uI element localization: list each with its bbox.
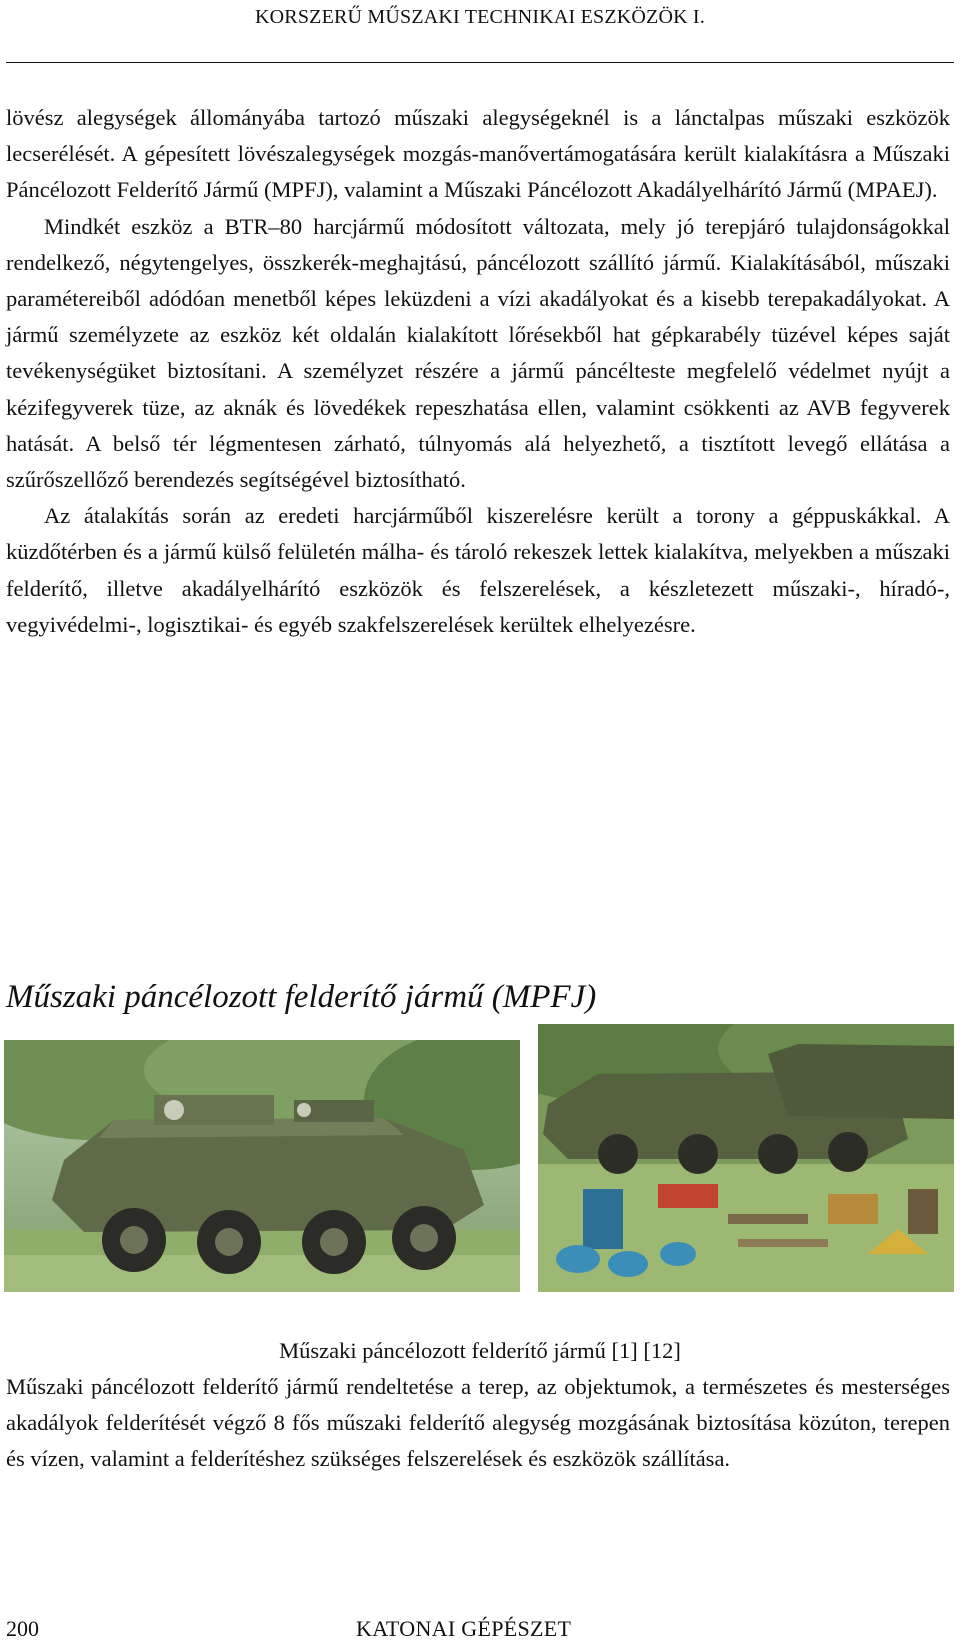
page-number: 200 [6,1616,39,1641]
figure-caption: Műszaki páncélozott felderítő jármű [1] [12] [279,1338,681,1363]
header-rule [6,62,954,63]
running-title: KORSZERŰ MŰSZAKI TECHNIKAI ESZKÖZÖK I. [255,6,705,28]
equipment-photo-right [538,1024,954,1292]
running-header [0,0,960,64]
paragraph-4: Műszaki páncélozott felderítő jármű rendeltetése a terep, az objektumok, a természetes és mesterséges akadályok felderítését végző 8 fős műszaki felderítő alegység mozgásának biztosítása közúton, terepen és vízen, valamint a felderítéshez szükséges felszerelések és eszközök szállítása. [6,1374,950,1472]
body-text [6,100,950,643]
paragraph-2: Mindkét eszköz a BTR–80 harcjármű módosított változata, mely jó terepjáró tulajdonságokkal rendelkező, négytengelyes, összkerék-meghajtású, páncélozott szállító jármű. Kialakításából, műszaki paramétereiből adódóan menetből képes leküzdeni a vízi akadályokat és a kisebb terepakadályokat. A jármű személyzete az eszköz két oldalán kialakított lőrésekből hat gépkarabély tüzével képes saját tevékenységüket biztosítani. A személyzet részére a jármű páncélteste megfelelő védelmet nyújt a kézifegyverek tüze, az aknák és lövedékek repeszhatása ellen, valamint csökkenti az AVB fegyverek hatását. A belső tér légmentesen zárható, túlnyomás alá helyezhető, a tisztított levegő ellátása a szűrőszellőző berendezés segítségével biztosítható. [6,213,950,493]
body-text-2 [6,1369,950,1478]
journal-name: KATONAI GÉPÉSZET [356,1616,572,1641]
paragraph-3: Az átalakítás során az eredeti harcjárműből kiszerelésre került a torony a géppuskákkal. A küzdőtérben és a jármű külső felületén málha- és tároló rekeszek lettek kialakítva, melyekben a műszaki felderítő, illetve akadályelhárító eszközök és felszerelések, a készletezett műszaki-, híradó-, vegyivédelmi-, logisztikai- és egyéb szakfelszerelések kerültek elhelyezésre. [6,503,950,637]
vehicle-photo-left [4,1040,520,1292]
paragraph-1: lövész alegységek állományába tartozó műszaki alegységeknél is a lánctalpas műszaki eszközök lecserélését. A gépesített lövészalegységek mozgás-manővertámogatására került kialakításra a Műszaki Páncélozott Felderítő Jármű (MPFJ), valamint a Műszaki Páncélozott Akadályelhárító Jármű (MPAEJ). [6,105,950,203]
section-title: Műszaki páncélozott felderítő jármű (MPFJ) [6,979,597,1015]
